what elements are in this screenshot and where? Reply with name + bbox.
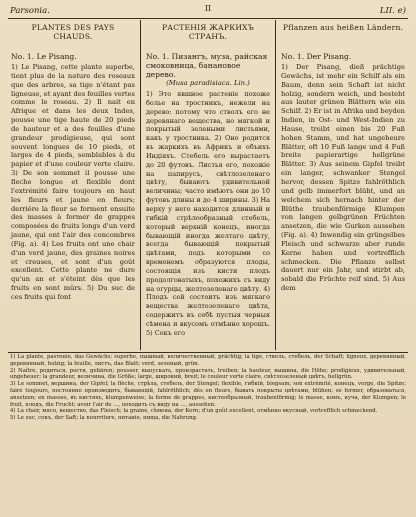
french-column-title: PLANTES DES PAYS CHAUDS.: [31, 23, 115, 41]
footnote: 5) Le suc, сокъ, der Saft; la nourriture, питаніе, пища, die Nahrung.: [10, 415, 198, 422]
russian-entry-number: No. 1. Пизангъ, муза, райская смоковница, банановое дерево.: [146, 52, 268, 79]
plate-reference: LII. e): [379, 6, 406, 16]
german-column: [275, 20, 410, 350]
page-number: II: [204, 4, 212, 13]
latin-name: (Musa paradisiaca. Lin.): [166, 79, 250, 87]
footnotes: [10, 354, 406, 422]
footnote: 4) La chair, мясо, вещество, das Fleisch; la graine, сѣмена, der Kern; d'un goût excellent, отмѣнно вкусный, vortrefflich schmeckend.: [10, 408, 378, 415]
header-rule: [8, 18, 408, 19]
footnotes-rule: [8, 352, 408, 353]
footnote: 3) Le sommet, вершина, der Gipfel; la flèche, стрѣла, стебель, der Stengel; flexible, гибкій, biegsam; son extrémité, конецъ, verge, die Spitze; faire toujours, постоянно производить, бывающій, fahlröthlich; dès en fleurs, бывать покрыты цвѣтами, blühen; se former, образоваться, ansetzen; en masses, въ кистяхъ, klumpenweise; la forme de grappes, кистеобразный, traubenförmig; le masse, комъ, куча, der Klumpen; le fruit, плодъ, die Frucht; avoir l'air de ..., походить съ виду на ..., aussehen.: [10, 381, 406, 408]
footnote: 1) La plante, pasтeніе, das Gewächs; superbe, пышный, величественный, prächtig; la tige, стволъ, стебель, der Schaft; ligneux, деревянный, деревянный, holzig; la feuille, листъ, das Blatt; verd, зеленый, grün.: [10, 354, 406, 367]
russian-body-text: 1) Это явшное растеніе похоже болье на тростникъ, нежели на дерево: потому что стволъ его не деревянаго вещества, но мягкой и покрытый зелеными листьями, какъ у тростника. 2) Оно родится въ жаркихъ въ Африкъ и объихъ Индіяхъ. Стебель его вырастаетъ до 20 футовъ. Листья его, похожіе на папирусъ, свѣтлозеленаго цвѣту, бываютъ удивительной величины; часто имѣютъ они до 10 футовъ длины и до 4 ширины. 3) На верху у него находится длинный и гибкій стрѣлообразный стебель, который верхній конецъ, иногда бывающій иногда желтаго цвѣту, всегда бывающій покрытый цвѣтами, подъ которыми со временемъ образуются плоды, состоящія изъ кисти плодъ продолговатыхъ, похожихъ съ виду на огурцы, желтозеленаго цвѣту. 4) Плодъ сей состоитъ изъ мягкаго вещества желтозеленаго цвѣта, содержитъ въ себѣ пустыя черныя сѣмена и вкусомъ отмѣнно хорошъ. 5) Сокъ его: [146, 90, 270, 337]
running-head-left: Parsonia.: [10, 6, 50, 16]
german-column-title: Pflanzen aus heißen Ländern.: [282, 23, 404, 32]
page-header: [10, 4, 406, 18]
footnote: 2) Naître, родиться, рости, gebären; pousser, выпускать, произрастать, treiben; la hauteur, вышина, die Höhe; prodigieux, удивительный, ungeheuer; la grandeur, величина, die Größe; large, широкий, breit; le couleur verte claire, свѣтлозеленый цвѣтъ, hellgrün.: [10, 367, 406, 381]
russian-column: [140, 20, 275, 350]
french-entry-number: No. 1. Le Pisang.: [11, 52, 77, 61]
text-columns: [6, 20, 410, 350]
french-body-text: 1) Le Pisang, cette plante superbe, tient plus de la nature des roseaux que des arbres, sa tige n'étant pas ligneuse, et ayant des feuilles vertes comme le roseau. 2) Il nait en Afrique et dans les deux Indes, pousse une tige haute de 20 pieds de hauteur et a des feuilles d'une grandeur prodigieuse, qui sont souvent longues de 10 pieds, et larges de 4 pieds, semblables à du papier et d'une couleur verte claire. 3) De son sommet il pousse une fleche longue et flexible dont l'extrémité faire toujours en haut les fleurs et jaune en fleurs; derrière la fleur se forment ensuite des masses à former de grappes composées de fruits longs d'un verd jaune, qui ont l'air des concombres (Fig. a). 4) Les fruits ont une chair d'un verd jaune, des graines noires et creuses, et sont d'un goût excellent. Cette plante ne dure qu'un an et s'éteint dès que les fruits en sont mûrs. 5) Du suc de ces fruits qui font: [11, 63, 135, 301]
french-column: [6, 20, 140, 350]
german-entry-number: No. 1. Der Pisang.: [281, 52, 352, 61]
german-body-text: 1) Der Pisang, dieß prächtige Gewächs, ist mehr ein Schilf als ein Baum, denn sein Schaft ist nicht holzig, sondern weich, und besteht aus lauter grünen Blättern wie ein Schilf. 2) Er ist in Afrika und beyden Indien, in Ost- und West-Indien zu Hause, treibt einen bis 20 Fuß hohen Stamm, und hat ungeheure Blätter, oft 10 Fuß lange und 4 Fuß breite papierartige hellgrüne Blätter. 3) Aus seinem Gipfel treibt ein langer, schwanker Stengel hervor, dessen Spitze fahlröthlich und gelb immerfort blüht, und an welchem sich hernach hinter der Blüthe traubenförmige Klumpen von langen gelbgrünen Früchten ansetzen, die wie Gurken aussehen (Fig. a). 4) Inwendig ein grüngelbes Fleisch und schwarze aber runde Kerne haben und vortrefflich schmecken. Die Pflanze selbst dauert nur ein Jahr, und stirbt ab, sobald die Früchte reif sind. 5) Aus dem: [281, 63, 405, 293]
russian-column-title: РАСТЕНІЯ ЖАРКИХЪ СТРАНЪ.: [162, 23, 254, 41]
